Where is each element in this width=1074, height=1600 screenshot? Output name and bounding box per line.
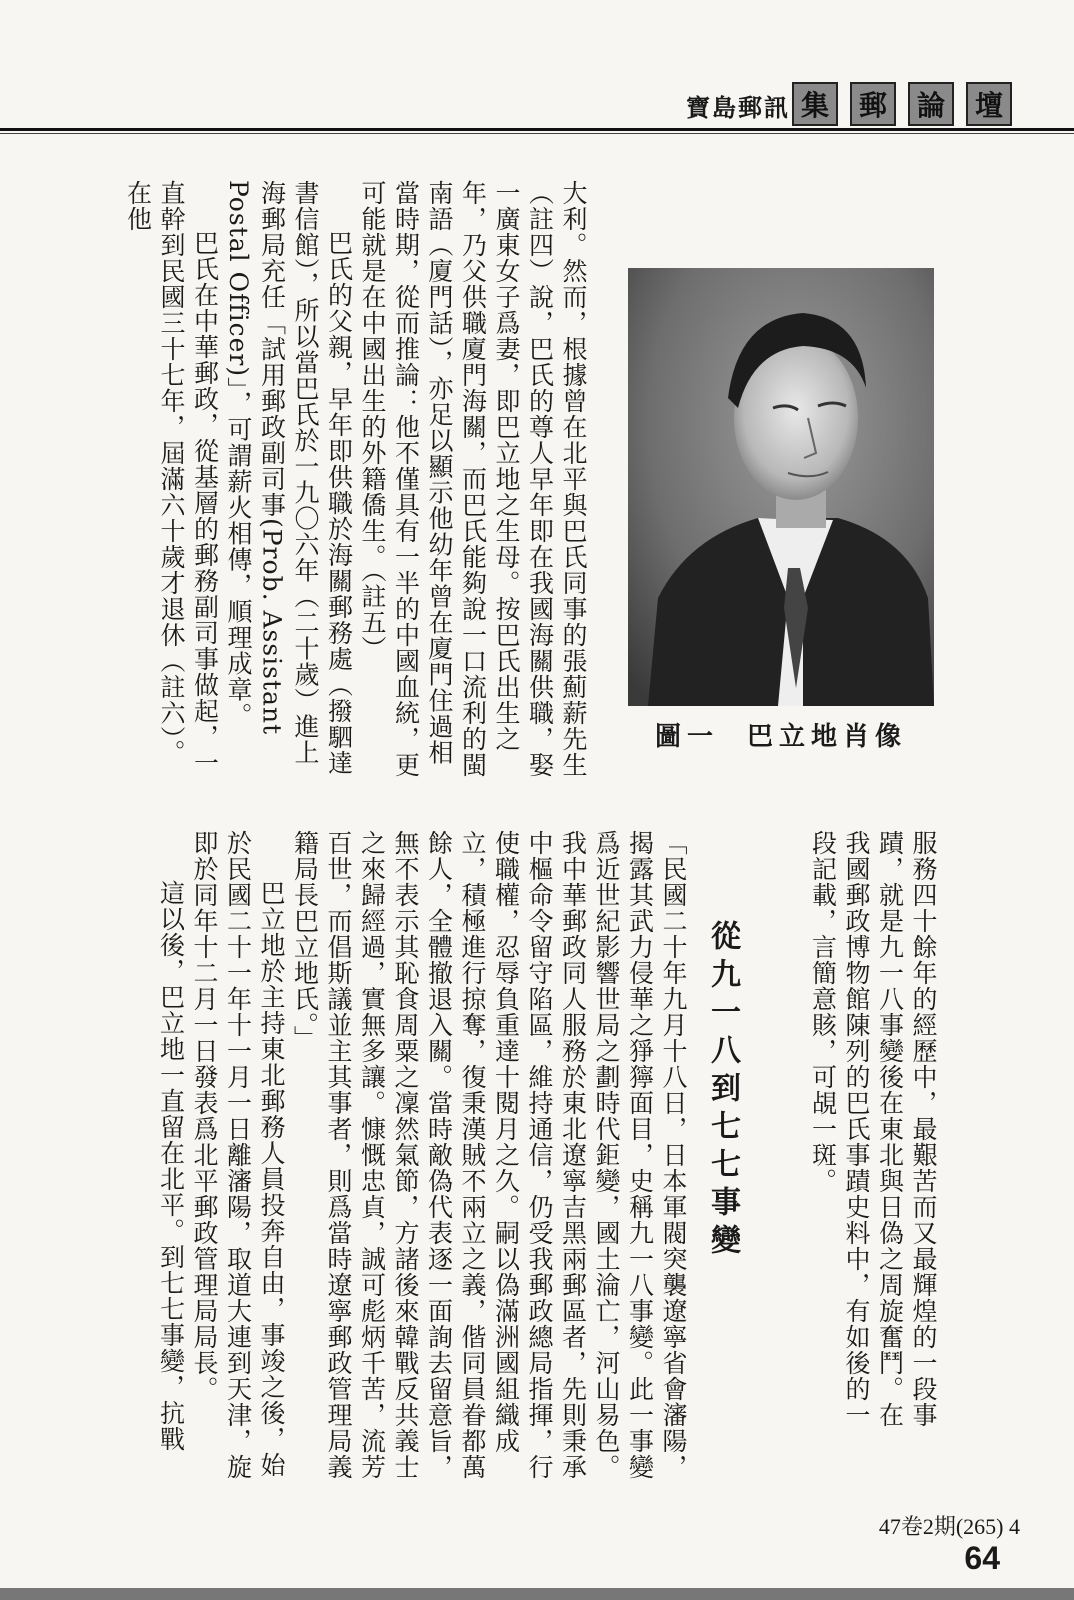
portrait-photo (628, 268, 934, 706)
section-title: 從九一八到七七事變 (705, 920, 740, 1262)
column-tab-1: 集 (792, 82, 838, 126)
column-tab-2: 郵 (850, 82, 896, 126)
column-tab-4: 壇 (966, 82, 1012, 126)
upper-text-block (70, 180, 590, 780)
paragraph: 巴立地於主持東北郵務人員投奔自由，事竣之後，始於民國二十一年十一月一日離瀋陽，取道大連到天津，旋即於同年十二月一日發表爲北平郵政管理局局長。 (190, 830, 286, 1480)
figure-caption (628, 716, 934, 756)
portrait-image (628, 268, 934, 706)
column-title (792, 82, 1024, 126)
figure-title: 巴立地肖像 (747, 722, 908, 752)
figure-label: 圖一 (654, 722, 719, 752)
paragraph: 巴氏在中華郵政，從基層的郵務副司事做起，一直幹到民國三十七年，屆滿六十歲才退休（註六）。在他 (123, 180, 220, 776)
page-number: 64 (964, 1540, 1000, 1576)
column-tab-3: 論 (908, 82, 954, 126)
lower-right-text-block (780, 830, 940, 1450)
lower-left-text-block (70, 830, 690, 1490)
header-rule (0, 128, 1074, 131)
paragraph: 服務四十餘年的經歷中，最艱苦而又最輝煌的一段事蹟，就是九一八事變後在東北與日偽之周旋奮鬥。在我國郵政博物館陳列的巴氏事蹟史料中，有如後的一段記載，言簡意賅，可覘一斑。 (808, 830, 938, 1428)
issue-reference: 47卷2期(265) 4 (878, 1514, 1020, 1539)
magazine-name: 寶島郵訊 (686, 93, 790, 122)
scan-edge (0, 1588, 1074, 1600)
page-header (0, 0, 1074, 140)
header-rule-thin (0, 133, 1074, 134)
paragraph: 大利。然而，根據曾在北平與巴氏同事的張薊薪先生（註四）說，巴氏的尊人早年即在我國海關供職，娶一廣東女子爲妻，即巴立地之生母。按巴氏出生之年，乃父供職廈門海關，而巴氏能夠說一口流利的閩南語（廈門話），亦足以顯示他幼年曾在廈門住過相當時期，從而推論：他不僅具有一半的中國血統，更可能就是在中國出生的外籍僑生。（註五） (358, 180, 588, 778)
paragraph: 「民國二十年九月十八日，日本軍閥突襲遼寧省會瀋陽，揭露其武力侵華之猙獰面目，史稱九一八事變。此一事變爲近世紀影響世局之劃時代鉅變，國土淪亡，河山易色。我中華郵政同人服務於東北遼寧吉黑兩郵區者，先則秉承中樞命令留守陷區，維持通信，仍受我郵政總局指揮，行使職權，忍辱負重達十閱月之久。嗣以偽滿洲國組織成立，積極進行掠奪，復秉漢賊不兩立之義，偕同員眷都萬餘人，全體撤退入關。當時敵偽代表逐一面詢去留意旨，無不表示其恥食周粟之凜然氣節，方諸後來韓戰反共義士之來歸經過，實無多讓。慷慨忠貞，誠可彪炳千苦，流芳百世，而倡斯議並主其事者，則爲當時遼寧郵政管理局義籍局長巴立地氏。」 (290, 830, 688, 1480)
paragraph: 巴氏的父親，早年即供職於海關郵務處（撥駟達書信館），所以當巴氏於一九〇六年（二十歲）進上海郵局充任「試用郵政副司事(Prob. Assistant Postal Officer)」，可謂薪火相傳，順理成章。 (224, 180, 354, 776)
paragraph: 這以後，巴立地一直留在北平。到七七事變，抗戰 (156, 880, 186, 1452)
